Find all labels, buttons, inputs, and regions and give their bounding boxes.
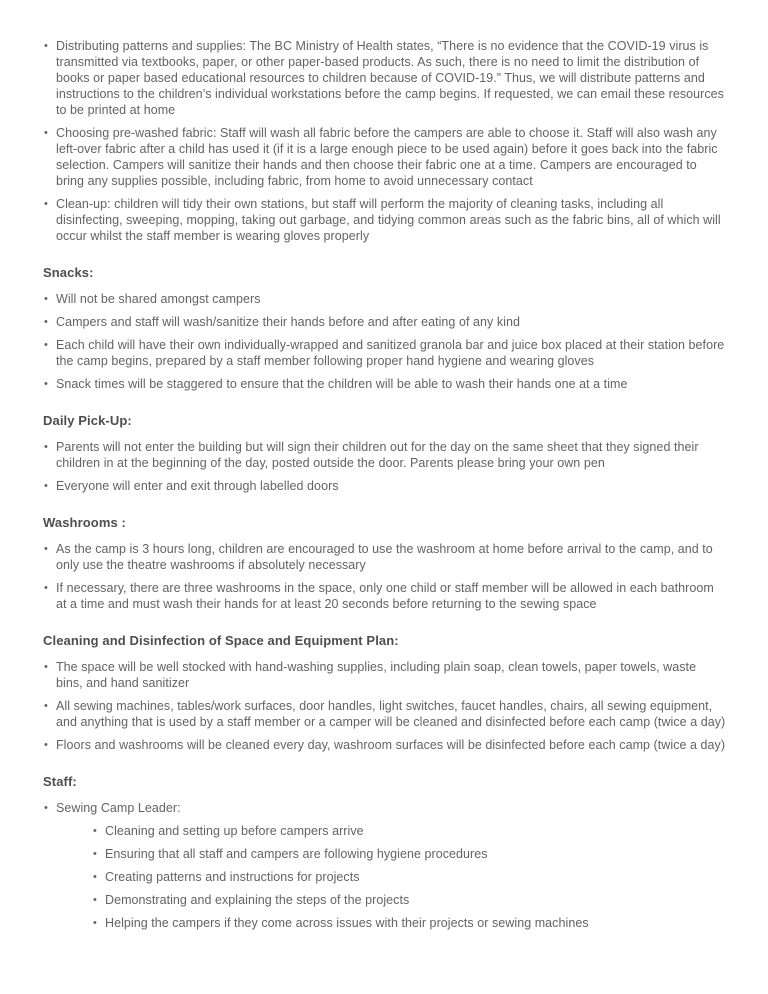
bullet-item <box>43 737 726 753</box>
bullet-marker: • <box>44 802 48 814</box>
section-staff <box>43 774 726 931</box>
sub-bullet-list <box>92 823 726 931</box>
sub-bullet-text: Helping the campers if they come across issues with their projects or sewing machines <box>105 916 589 930</box>
bullet-marker: • <box>44 480 48 492</box>
bullet-item <box>43 376 726 392</box>
bullet-text: The space will be well stocked with hand-washing supplies, including plain soap, clean towels, paper towels, waste bins, and hand sanitizer <box>56 660 697 690</box>
bullet-marker: • <box>44 40 48 52</box>
bullet-text: All sewing machines, tables/work surfaces, door handles, light switches, faucet handles, chairs, all sewing equipment, and anything that is used by a staff member or a camper will be cleaned and disinfected before each camp (twice a day) <box>56 699 726 729</box>
bullet-text: Floors and washrooms will be cleaned every day, washroom surfaces will be disinfected before each camp (twice a day) <box>56 738 726 752</box>
bullet-list <box>43 800 726 931</box>
section-daily-pick-up <box>43 413 726 494</box>
sub-bullet-item <box>92 846 726 862</box>
bullet-text: Will not be shared amongst campers <box>56 292 261 306</box>
bullet-marker: • <box>44 441 48 453</box>
bullet-marker: • <box>44 127 48 139</box>
sub-bullet-text: Ensuring that all staff and campers are following hygiene procedures <box>105 847 488 861</box>
sub-bullet-text: Cleaning and setting up before campers arrive <box>105 824 364 838</box>
bullet-item <box>43 439 726 471</box>
bullet-text: Distributing patterns and supplies: The BC Ministry of Health states, “There is no evidence that the COVID-19 virus is transmitted via textbooks, paper, or other paper-based products. As such, there is no need to limit the distribution of books or paper based educational resources to children because of COVID-19.” Thus, we will distribute patterns and instructions to the children’s individual workstations before the camp begins. If requested, we can email these resources to be printed at home <box>56 39 724 117</box>
bullet-marker: • <box>44 316 48 328</box>
bullet-marker: • <box>44 543 48 555</box>
bullet-item <box>43 337 726 369</box>
bullet-text: Each child will have their own individually-wrapped and sanitized granola bar and juice box placed at their station before the camp begins, prepared by a staff member following proper hand hygiene and wearing gloves <box>56 338 725 368</box>
bullet-marker: • <box>44 661 48 673</box>
sub-bullet-item <box>92 823 726 839</box>
bullet-item <box>43 698 726 730</box>
bullet-list <box>43 291 726 392</box>
section-distributing-supplies <box>43 38 726 244</box>
bullet-text: Choosing pre-washed fabric: Staff will wash all fabric before the campers are able to choose it. Staff will also wash any left-over fabric after a child has used it (if it is a large enough piece to be used again) before it goes back into the fabric selection. Campers will sanitize their hands and then choose their fabric one at a time. Campers are encouraged to bring any supplies possible, including fabric, from home to avoid unnecessary contact <box>56 126 718 188</box>
bullet-marker: • <box>44 700 48 712</box>
bullet-text: Snack times will be staggered to ensure that the children will be able to wash their hands one at a time <box>56 377 628 391</box>
section-washrooms <box>43 515 726 612</box>
section-heading: Snacks: <box>43 265 94 280</box>
bullet-text: If necessary, there are three washrooms in the space, only one child or staff member will be allowed in each bathroom at a time and must wash their hands for at least 20 seconds before returning to the sewing space <box>56 581 714 611</box>
bullet-list <box>43 541 726 612</box>
bullet-marker: • <box>93 825 97 837</box>
bullet-text: Parents will not enter the building but will sign their children out for the day on the same sheet that they signed their children in at the beginning of the day, posted outside the door. Parents please bring your own pen <box>56 440 699 470</box>
bullet-item <box>43 291 726 307</box>
bullet-marker: • <box>44 293 48 305</box>
bullet-text: As the camp is 3 hours long, children are encouraged to use the washroom at home before arrival to the camp, and to only use the theatre washrooms if absolutely necessary <box>56 542 713 572</box>
section-snacks <box>43 265 726 392</box>
section-heading: Cleaning and Disinfection of Space and Equipment Plan: <box>43 633 399 648</box>
bullet-item <box>43 196 726 244</box>
bullet-text: Clean-up: children will tidy their own stations, but staff will perform the majority of cleaning tasks, including all disinfecting, sweeping, mopping, taking out garbage, and tidying common areas such as the fabric bins, all of which will occur whilst the staff member is wearing gloves properly <box>56 197 721 243</box>
section-heading: Washrooms : <box>43 515 126 530</box>
bullet-item <box>43 314 726 330</box>
bullet-item <box>43 580 726 612</box>
bullet-marker: • <box>44 198 48 210</box>
section-heading: Staff: <box>43 774 77 789</box>
sub-bullet-item <box>92 869 726 885</box>
bullet-item <box>43 541 726 573</box>
bullet-marker: • <box>93 871 97 883</box>
sub-bullet-item <box>92 892 726 908</box>
sub-bullet-item <box>92 915 726 931</box>
section-heading: Daily Pick-Up: <box>43 413 132 428</box>
bullet-list <box>43 38 726 244</box>
bullet-item <box>43 800 726 931</box>
bullet-item <box>43 125 726 189</box>
bullet-marker: • <box>44 378 48 390</box>
section-cleaning-disinfection <box>43 633 726 753</box>
bullet-item <box>43 478 726 494</box>
bullet-marker: • <box>44 339 48 351</box>
bullet-marker: • <box>93 848 97 860</box>
bullet-list <box>43 439 726 494</box>
bullet-marker: • <box>44 739 48 751</box>
bullet-marker: • <box>93 917 97 929</box>
bullet-item <box>43 38 726 118</box>
sub-bullet-text: Creating patterns and instructions for projects <box>105 870 360 884</box>
bullet-text: Campers and staff will wash/sanitize their hands before and after eating of any kind <box>56 315 520 329</box>
bullet-list <box>43 659 726 753</box>
bullet-text: Sewing Camp Leader: <box>56 801 181 815</box>
bullet-marker: • <box>93 894 97 906</box>
bullet-item <box>43 659 726 691</box>
bullet-text: Everyone will enter and exit through labelled doors <box>56 479 339 493</box>
sub-bullet-text: Demonstrating and explaining the steps of the projects <box>105 893 410 907</box>
bullet-marker: • <box>44 582 48 594</box>
